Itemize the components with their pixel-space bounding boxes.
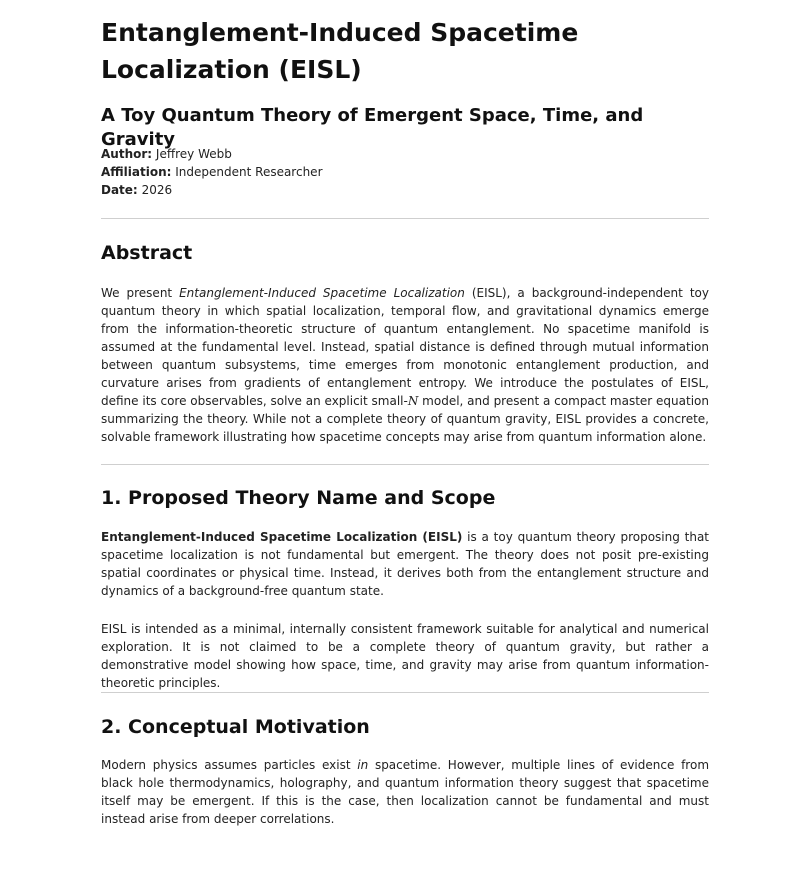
affiliation-line [101,163,709,181]
affiliation-label: Affiliation: [101,165,172,179]
divider-3 [101,692,709,693]
abstract-heading: Abstract [101,242,193,264]
paper-title: Entanglement-Induced Spacetime Localization (EISL) [101,18,579,84]
section-1-paragraph-2: EISL is intended as a minimal, internally consistent framework suitable for analytical and numerical exploration. It is not claimed to be a complete theory of quantum gravity, but rather a demonstrative model showing how space, time, and gravity may arise from quantum information-theoretic principles. [101,622,709,690]
date-line [101,181,709,199]
abstract-section [101,240,709,446]
date-label: Date: [101,183,138,197]
title-block [101,14,709,88]
metadata [101,145,709,199]
section-2-heading: 2. Conceptual Motivation [101,716,370,738]
author-value: Jeffrey Webb [155,147,232,161]
author-label: Author: [101,147,153,161]
section-1-heading: 1. Proposed Theory Name and Scope [101,487,496,509]
in-emphasis: in [357,758,369,772]
section-1 [101,485,709,692]
section-2-paragraph: Modern physics assumes particles exist in spacetime. However, multiple lines of evidence from black hole thermodynamics, holography, and quantum information theory suggest that spacetime itself may be emergent. If this is the case, then localization cannot be fundamental and must instead arise from deeper correlations. [101,758,710,826]
abstract-paragraph: We present Entanglement-Induced Spacetime Localization (EISL), a background-independent toy quantum theory in which spatial localization, temporal flow, and gravitational dynamics emerge from the information-theoretic structure of quantum entanglement. No spacetime manifold is assumed at the fundamental level. Instead, spatial distance is defined through mutual information between quantum subsystems, time emerges from monotonic entanglement production, and curvature arises from gradients of entanglement entropy. We introduce the postulates of EISL, define its core observables, solve an explicit small-N model, and present a compact master equation summarizing the theory. While not a complete theory of quantum gravity, EISL provides a concrete, solvable framework illustrating how spacetime concepts may arise from quantum information alone. [101,286,709,444]
section-1-paragraph-1: Entanglement-Induced Spacetime Localization (EISL) is a toy quantum theory proposing that spacetime localization is not fundamental but emergent. The theory does not posit pre-existing spatial coordinates or physical time. Instead, it derives both from the entanglement structure and dynamics of a background-free quantum state. [101,530,710,598]
divider-2 [101,464,709,465]
paper-subtitle: A Toy Quantum Theory of Emergent Space, Time, and Gravity [101,105,644,150]
theory-name-emphasis: Entanglement-Induced Spacetime Localization [179,286,465,300]
author-line [101,145,709,163]
divider-1 [101,218,709,219]
math-n: N [407,394,419,408]
section-2 [101,714,709,828]
affiliation-value: Independent Researcher [175,165,323,179]
theory-name-bold: Entanglement-Induced Spacetime Localization (EISL) [101,530,463,544]
date-value: 2026 [141,183,173,197]
